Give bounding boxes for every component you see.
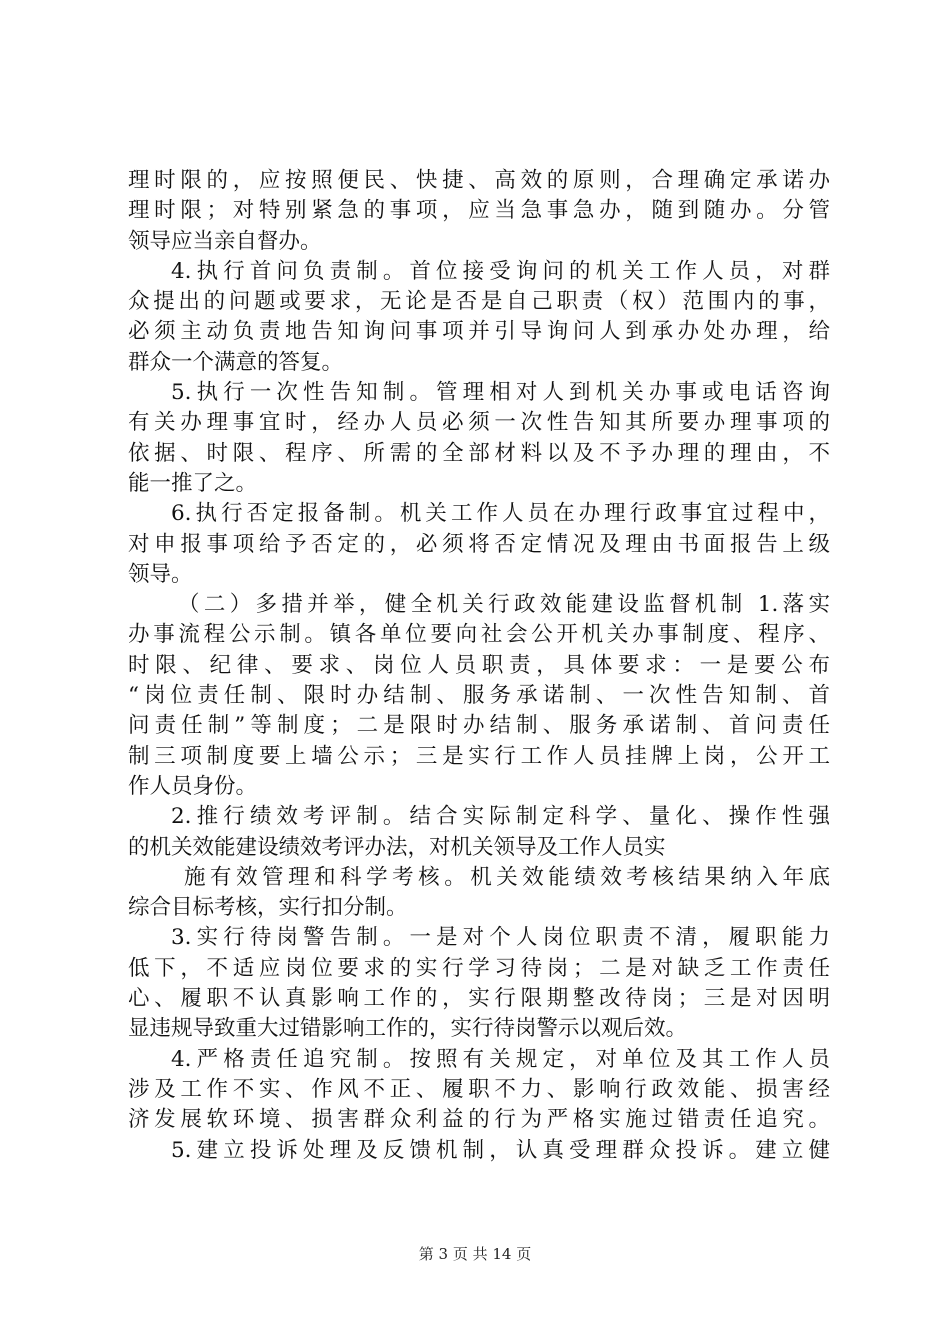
text-line: 领导应当亲自督办。 <box>128 228 322 254</box>
text-line: 制三项制度要上墙公示；三是实行工作人员挂牌上岗，公开工 <box>128 743 830 769</box>
text-line: 4.严格责任追究制。按照有关规定，对单位及其工作人员 <box>171 1046 830 1072</box>
page-number: 第 3 页 共 14 页 <box>418 1245 532 1263</box>
text-line: 施有效管理和科学考核。机关效能绩效考核结果纳入年底 <box>184 864 830 890</box>
text-line: 有关办理事宜时，经办人员必须一次性告知其所要办理事项的 <box>128 410 830 436</box>
text-line: 时限、纪律、要求、岗位人员职责，具体要求：一是要公布 <box>128 652 830 678</box>
text-line: 4.执行首问负责制。首位接受询问的机关工作人员，对群 <box>171 258 830 284</box>
text-line: 必须主动负责地告知询问事项并引导询问人到承办处办理，给 <box>128 319 830 345</box>
text-line: 对申报事项给予否定的，必须将否定情况及理由书面报告上级 <box>128 531 830 557</box>
text-line: 5.建立投诉处理及反馈机制，认真受理群众投诉。建立健 <box>171 1137 830 1163</box>
text-line: 低下，不适应岗位要求的实行学习待岗；二是对缺乏工作责任 <box>128 955 830 981</box>
text-line: 济发展软环境、损害群众利益的行为严格实施过错责任追究。 <box>128 1107 830 1133</box>
text-line: 众提出的问题或要求，无论是否是自己职责（权）范围内的事， <box>128 289 830 315</box>
text-line: 依据、时限、程序、所需的全部材料以及不予办理的理由，不 <box>128 440 830 466</box>
text-line: 作人员身份。 <box>128 773 258 799</box>
text-line: 理时限的，应按照便民、快捷、高效的原则，合理确定承诺办 <box>128 168 830 193</box>
text-line: 理时限；对特别紧急的事项，应当急事急办，随到随办。分管 <box>128 198 830 224</box>
text-line: （二）多措并举，健全机关行政效能建设监督机制 1.落实 <box>178 592 830 618</box>
text-line: 2.推行绩效考评制。结合实际制定科学、量化、操作性强 <box>171 804 830 830</box>
text-line: 的机关效能建设绩效考评办法，对机关领导及工作人员实 <box>128 834 666 860</box>
text-line: 领导。 <box>128 561 193 587</box>
text-line: 6.执行否定报备制。机关工作人员在办理行政事宜过程中， <box>171 501 830 527</box>
text-line: 心、履职不认真影响工作的，实行限期整改待岗；三是对因明 <box>128 986 830 1012</box>
page-footer <box>0 1244 950 1264</box>
text-line: 综合目标考核，实行扣分制。 <box>128 895 408 921</box>
text-line: 涉及工作不实、作风不正、履职不力、影响行政效能、损害经 <box>128 1076 830 1102</box>
text-line: 能一推了之。 <box>128 470 258 496</box>
text-line: 显违规导致重大过错影响工作的，实行待岗警示以观后效。 <box>128 1016 688 1042</box>
body-text <box>128 166 830 1166</box>
text-line: 办事流程公示制。镇各单位要向社会公开机关办事制度、程序、 <box>128 622 830 648</box>
text-line: 问责任制”等制度；二是限时办结制、服务承诺制、首问责任 <box>128 713 830 739</box>
text-line: 5.执行一次性告知制。管理相对人到机关办事或电话咨询 <box>171 380 830 406</box>
text-line: “岗位责任制、限时办结制、服务承诺制、一次性告知制、首 <box>128 683 830 709</box>
text-line: 群众一个满意的答复。 <box>128 349 344 375</box>
text-line: 3.实行待岗警告制。一是对个人岗位职责不清，履职能力 <box>171 925 830 951</box>
